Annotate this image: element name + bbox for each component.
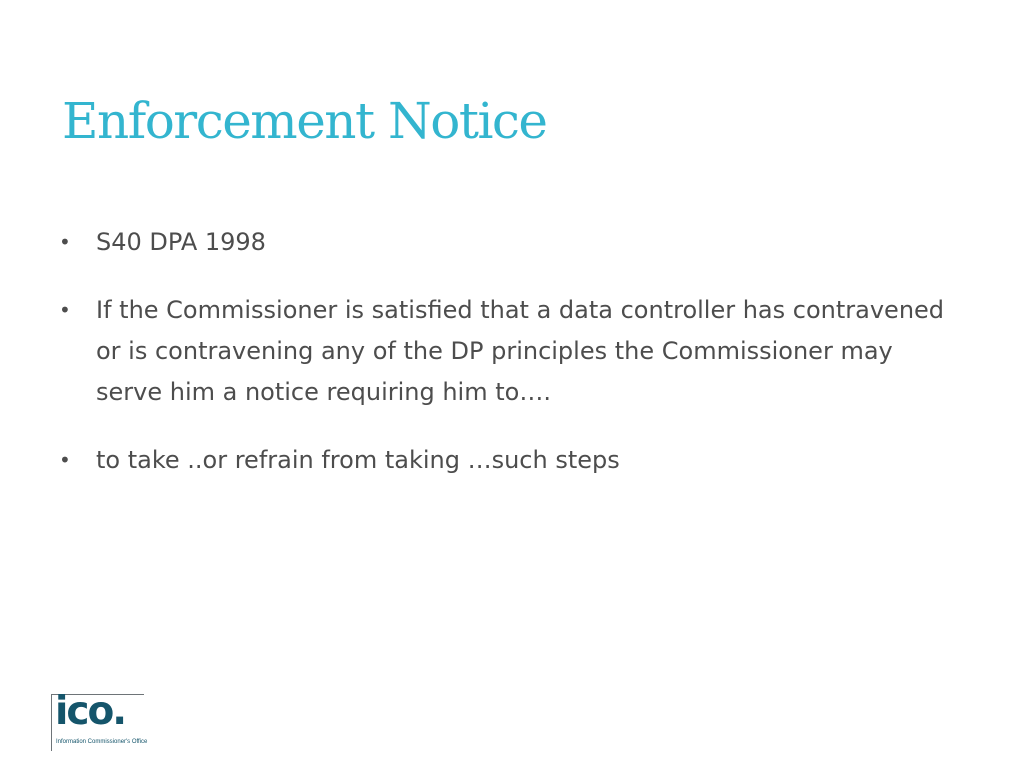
logo-wordmark: ico. <box>55 689 126 734</box>
bullet-item <box>58 290 958 413</box>
bullet-list <box>58 222 958 508</box>
ico-logo <box>51 689 148 751</box>
bullet-item <box>58 222 958 263</box>
bullet-marker: • <box>59 298 71 322</box>
slide-title: Enforcement Notice <box>62 92 547 150</box>
logo-subtitle: Information Commissioner's Office <box>56 739 148 745</box>
bullet-item <box>58 440 958 481</box>
bullet-text: If the Commissioner is satisfied that a data controller has contravened or is contravening any of the DP principles the Commissioner may serve him a notice requiring him to…. <box>96 296 945 406</box>
bullet-marker: • <box>59 448 71 472</box>
bullet-text: S40 DPA 1998 <box>96 228 266 256</box>
bullet-marker: • <box>59 230 71 254</box>
bullet-text: to take ..or refrain from taking …such steps <box>96 446 620 474</box>
